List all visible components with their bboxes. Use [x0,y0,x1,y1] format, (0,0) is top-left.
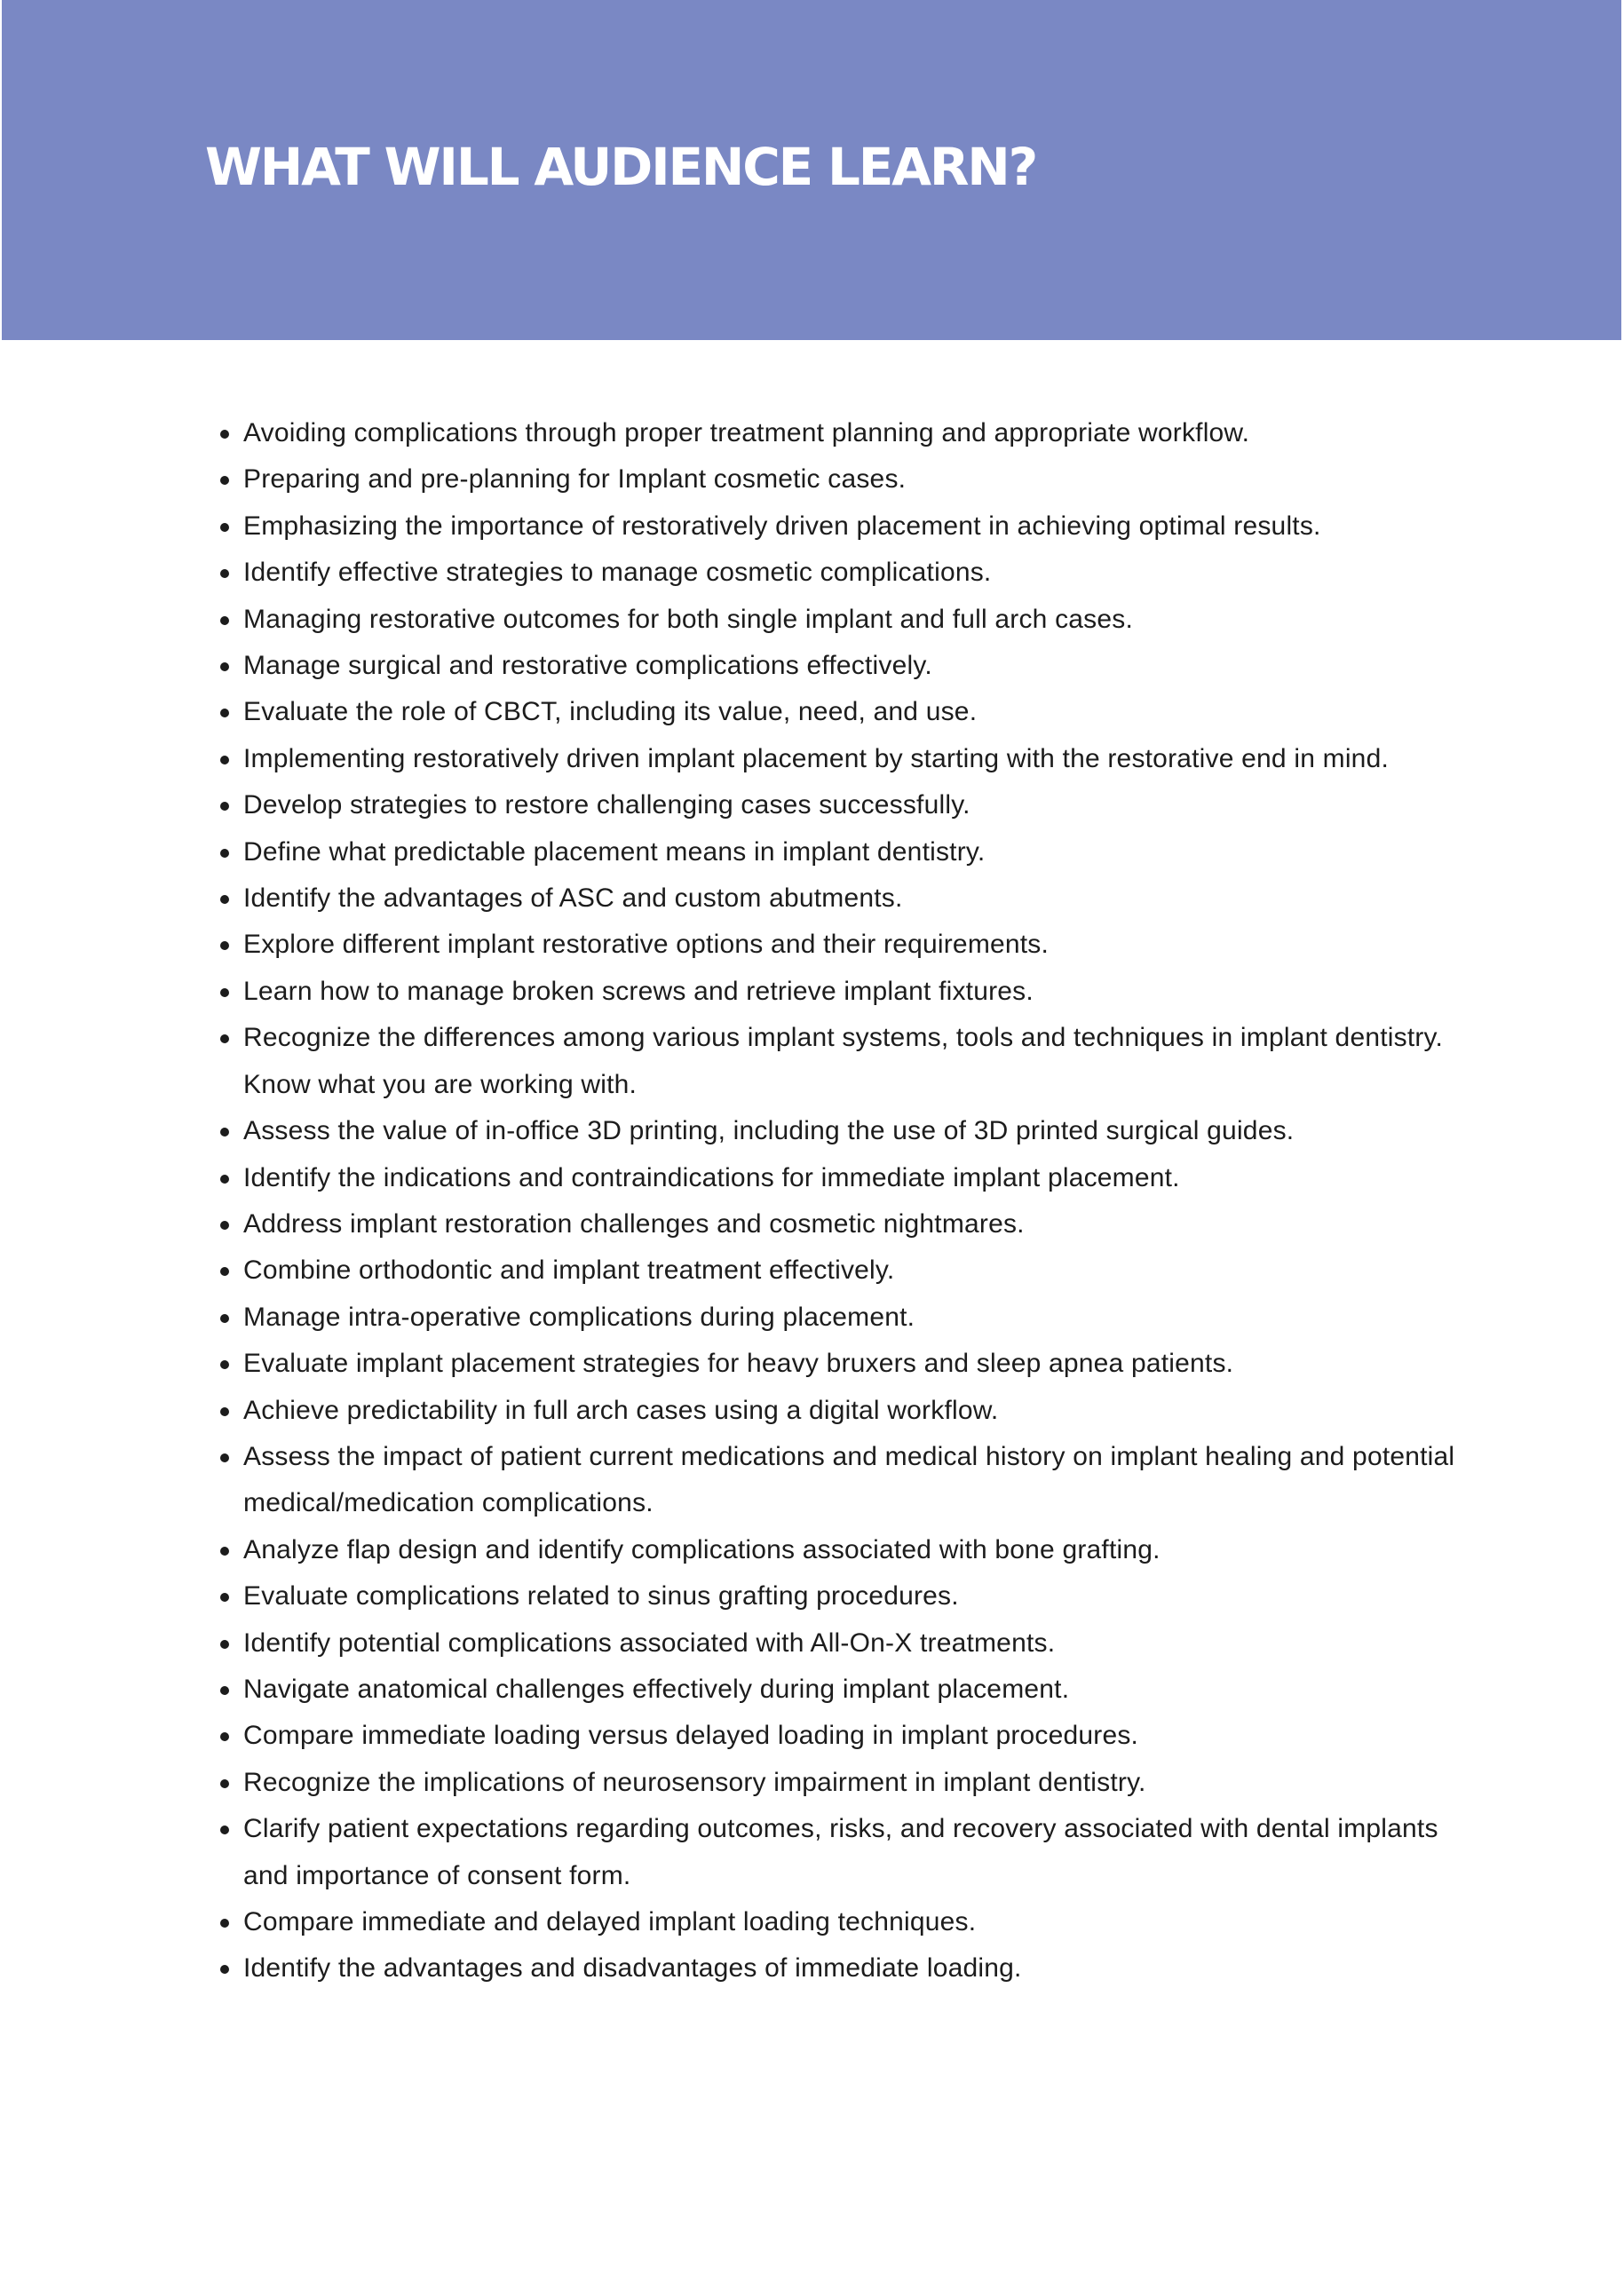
bullet-icon [220,1175,229,1184]
objective-text: Evaluate complications related to sinus grafting procedures. [243,1581,959,1612]
objective-item [213,1155,1456,1201]
bullet-icon [220,1640,229,1649]
bullet-icon [220,756,229,764]
objective-text: Compare immediate loading versus delayed loading in implant procedures. [243,1721,1139,1751]
objective-text: Identify the advantages and disadvantages of immediate loading. [243,1953,1022,1984]
bullet-icon [220,1593,229,1602]
objective-text: Assess the impact of patient current medications and medical history on implant healing and potential medical/medication complications. [243,1441,1455,1518]
objective-text: Combine orthodontic and implant treatment effectively. [243,1255,895,1286]
objective-item [213,1620,1456,1667]
bullet-icon [220,569,229,578]
objective-item [213,550,1456,596]
objective-text: Preparing and pre-planning for Implant cosmetic cases. [243,464,907,495]
objective-item [213,1527,1456,1573]
objectives-list [213,410,1456,1992]
objective-item [213,969,1456,1015]
bullet-icon [220,1453,229,1462]
objective-item [213,875,1456,922]
objective-item [213,922,1456,968]
objective-item [213,1015,1456,1108]
objective-item [213,1247,1456,1294]
objective-item [213,1434,1456,1527]
bullet-icon [220,709,229,717]
bullet-icon [220,430,229,439]
objective-text: Managing restorative outcomes for both single implant and full arch cases. [243,604,1133,634]
objective-item [213,1667,1456,1713]
bullet-icon [220,1314,229,1323]
bullet-icon [220,802,229,811]
objective-text: Address implant restoration challenges and cosmetic nightmares. [243,1208,1025,1239]
objective-text: Evaluate the role of CBCT, including its value, need, and use. [243,697,978,727]
objective-item [213,782,1456,828]
bullet-icon [220,1826,229,1834]
objective-item [213,410,1456,456]
objective-text: Recognize the differences among various implant systems, tools and techniques in implant dentistry. Know what you are working with. [243,1023,1444,1099]
bullet-icon [220,1732,229,1741]
objective-item [213,829,1456,875]
objective-text: Implementing restoratively driven implant placement by starting with the restorative end in mind. [243,743,1389,773]
objective-item [213,1388,1456,1434]
objective-item [213,643,1456,689]
objective-text: Identify the advantages of ASC and custom abutments. [243,883,903,914]
objective-text: Explore different implant restorative options and their requirements. [243,930,1050,960]
objective-item [213,1806,1456,1899]
objective-text: Analyze flap design and identify complications associated with bone grafting. [243,1534,1161,1564]
bullet-icon [220,1547,229,1556]
objective-item [213,1295,1456,1341]
objective-text: Develop strategies to restore challenging cases successfully. [243,790,970,820]
objective-text: Emphasizing the importance of restoratively driven placement in achieving optimal results. [243,511,1321,541]
objective-item [213,456,1456,503]
header-band [2,0,1621,340]
objective-item [213,1899,1456,1945]
objective-text: Define what predictable placement means in implant dentistry. [243,836,986,867]
objective-item [213,736,1456,782]
bullet-icon [220,941,229,950]
bullet-icon [220,523,229,532]
objective-item [213,1945,1456,1992]
bullet-icon [220,1360,229,1369]
objective-text: Recognize the implications of neurosensory impairment in implant dentistry. [243,1767,1146,1797]
bullet-icon [220,1686,229,1695]
bullet-icon [220,1779,229,1788]
objective-item [213,1573,1456,1620]
bullet-icon [220,895,229,904]
objective-text: Compare immediate and delayed implant loading techniques. [243,1907,977,1936]
bullet-icon [220,1407,229,1416]
bullet-icon [220,1267,229,1276]
objectives-section [213,410,1456,1992]
objective-text: Identify the indications and contraindications for immediate implant placement. [243,1162,1180,1192]
objective-text: Learn how to manage broken screws and retrieve implant fixtures. [243,976,1034,1006]
objective-item [213,1201,1456,1247]
bullet-icon [220,1128,229,1136]
objective-text: Navigate anatomical challenges effectively during implant placement. [243,1674,1070,1704]
objective-item [213,1760,1456,1806]
objective-text: Manage surgical and restorative complications effectively. [243,651,932,681]
bullet-icon [220,1034,229,1043]
bullet-icon [220,662,229,671]
bullet-icon [220,988,229,997]
bullet-icon [220,476,229,485]
bullet-icon [220,616,229,625]
objective-item [213,597,1456,643]
objective-text: Assess the value of in-office 3D printing, including the use of 3D printed surgical guides. [243,1116,1295,1146]
objective-text: Clarify patient expectations regarding outcomes, risks, and recovery associated with dental implants and importance of consent form. [243,1814,1438,1890]
objective-item [213,1713,1456,1759]
objective-text: Achieve predictability in full arch cases using a digital workflow. [243,1395,999,1425]
page-title: WHAT WILL AUDIENCE LEARN? [205,137,1037,197]
objective-text: Identify potential complications associated with All-On-X treatments. [243,1628,1056,1658]
bullet-icon [220,1221,229,1230]
objective-text: Evaluate implant placement strategies for heavy bruxers and sleep apnea patients. [243,1349,1234,1379]
bullet-icon [220,849,229,858]
bullet-icon [220,1965,229,1974]
bullet-icon [220,1919,229,1928]
objective-text: Identify effective strategies to manage cosmetic complications. [243,558,992,588]
objective-text: Manage intra-operative complications during placement. [243,1302,915,1332]
objective-item [213,1341,1456,1387]
objective-item [213,503,1456,550]
objective-item [213,689,1456,735]
objective-item [213,1108,1456,1154]
objective-text: Avoiding complications through proper treatment planning and appropriate workflow. [243,418,1250,447]
